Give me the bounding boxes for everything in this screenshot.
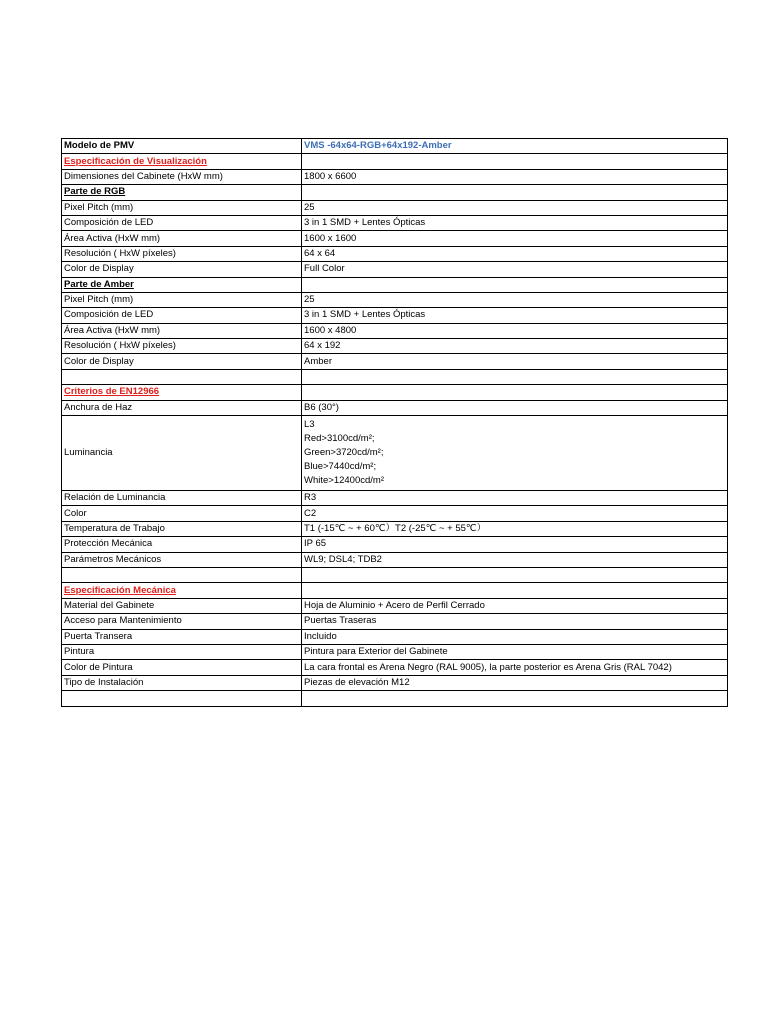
row-label: Color <box>62 506 302 521</box>
luminance-line: Red>3100cd/m²; <box>304 433 375 445</box>
row-label: Área Activa (HxW mm) <box>62 231 302 246</box>
row-label: Material del Gabinete <box>62 598 302 613</box>
row-value: 64 x 64 <box>302 246 728 261</box>
table-row <box>62 231 728 246</box>
table-row <box>62 521 728 536</box>
row-label: Relación de Luminancia <box>62 491 302 506</box>
section-row-display <box>62 154 728 169</box>
table-row <box>62 629 728 644</box>
row-label: Resolución ( HxW píxeles) <box>62 339 302 354</box>
section-title-display: Especificación de Visualización <box>62 154 302 169</box>
row-value: Full Color <box>302 262 728 277</box>
empty-cell <box>62 567 302 582</box>
table-row-model <box>62 139 728 154</box>
row-label: Pixel Pitch (mm) <box>62 292 302 307</box>
row-value: 64 x 192 <box>302 339 728 354</box>
empty-cell <box>62 369 302 384</box>
table-row <box>62 537 728 552</box>
row-value: 1600 x 4800 <box>302 323 728 338</box>
table-row <box>62 292 728 307</box>
empty-cell <box>62 691 302 706</box>
row-label: Pintura <box>62 644 302 659</box>
luminance-label: Luminancia <box>62 416 302 491</box>
table-row <box>62 644 728 659</box>
model-label: Modelo de PMV <box>62 139 302 154</box>
blank-row <box>62 691 728 706</box>
row-value: 3 in 1 SMD + Lentes Ópticas <box>302 308 728 323</box>
row-label: Color de Pintura <box>62 660 302 675</box>
row-value: 25 <box>302 200 728 215</box>
table-row <box>62 262 728 277</box>
row-label: Tipo de Instalación <box>62 675 302 690</box>
table-row <box>62 552 728 567</box>
table-row <box>62 308 728 323</box>
row-value: Puertas Traseras <box>302 614 728 629</box>
row-value: Hoja de Aluminio + Acero de Perfil Cerrado <box>302 598 728 613</box>
row-value: 3 in 1 SMD + Lentes Ópticas <box>302 215 728 230</box>
table-row <box>62 614 728 629</box>
row-label: Protección Mecánica <box>62 537 302 552</box>
cabinet-dims-value: 1800 x 6600 <box>302 169 728 184</box>
luminance-line: White>12400cd/m² <box>304 475 384 487</box>
row-value: Incluido <box>302 629 728 644</box>
empty-cell <box>302 691 728 706</box>
row-value: La cara frontal es Arena Negro (RAL 9005), la parte posterior es Arena Gris (RAL 7042) <box>302 660 728 675</box>
empty-cell <box>302 583 728 598</box>
table-row <box>62 491 728 506</box>
row-label: Temperatura de Trabajo <box>62 521 302 536</box>
table-row <box>62 323 728 338</box>
subsection-row-rgb <box>62 185 728 200</box>
row-value: 25 <box>302 292 728 307</box>
beam-label: Anchura de Haz <box>62 400 302 415</box>
empty-cell <box>302 385 728 400</box>
table-row <box>62 660 728 675</box>
table-row <box>62 506 728 521</box>
row-value: IP 65 <box>302 537 728 552</box>
table-row <box>62 675 728 690</box>
model-value: VMS -64x64-RGB+64x192-Amber <box>302 139 728 154</box>
row-value: WL9; DSL4; TDB2 <box>302 552 728 567</box>
row-value: Piezas de elevación M12 <box>302 675 728 690</box>
row-label: Color de Display <box>62 262 302 277</box>
row-label: Composición de LED <box>62 308 302 323</box>
table-row <box>62 339 728 354</box>
luminance-line: L3 <box>304 419 315 431</box>
table-row <box>62 169 728 184</box>
row-value: C2 <box>302 506 728 521</box>
table-row-luminance <box>62 416 728 491</box>
row-label: Parámetros Mecánicos <box>62 552 302 567</box>
section-title-en12966: Criterios de EN12966 <box>62 385 302 400</box>
section-title-mechanical: Especificación Mecánica <box>62 583 302 598</box>
luminance-values <box>302 416 728 491</box>
empty-cell <box>302 185 728 200</box>
row-value: T1 (-15℃ ~ + 60℃）T2 (-25℃ ~ + 55℃） <box>302 521 728 536</box>
row-label: Composición de LED <box>62 215 302 230</box>
table-row <box>62 400 728 415</box>
subsection-row-amber <box>62 277 728 292</box>
table-row <box>62 200 728 215</box>
luminance-line: Blue>7440cd/m²; <box>304 461 377 473</box>
cabinet-dims-label: Dimensiones del Cabinete (HxW mm) <box>62 169 302 184</box>
blank-row <box>62 567 728 582</box>
table-row <box>62 598 728 613</box>
row-label: Acceso para Mantenimiento <box>62 614 302 629</box>
empty-cell <box>302 369 728 384</box>
spec-table <box>61 138 728 707</box>
empty-cell <box>302 567 728 582</box>
row-label: Puerta Transera <box>62 629 302 644</box>
empty-cell <box>302 154 728 169</box>
row-value: Pintura para Exterior del Gabinete <box>302 644 728 659</box>
luminance-line: Green>3720cd/m²; <box>304 447 384 459</box>
blank-row <box>62 369 728 384</box>
section-row-mechanical <box>62 583 728 598</box>
row-value: R3 <box>302 491 728 506</box>
row-label: Resolución ( HxW píxeles) <box>62 246 302 261</box>
beam-value: B6 (30°) <box>302 400 728 415</box>
row-label: Área Activa (HxW mm) <box>62 323 302 338</box>
table-row <box>62 215 728 230</box>
table-row <box>62 354 728 369</box>
row-label: Color de Display <box>62 354 302 369</box>
row-value: 1600 x 1600 <box>302 231 728 246</box>
subsection-title-rgb: Parte de RGB <box>62 185 302 200</box>
subsection-title-amber: Parte de Amber <box>62 277 302 292</box>
section-row-en12966 <box>62 385 728 400</box>
row-value: Amber <box>302 354 728 369</box>
row-label: Pixel Pitch (mm) <box>62 200 302 215</box>
table-row <box>62 246 728 261</box>
empty-cell <box>302 277 728 292</box>
